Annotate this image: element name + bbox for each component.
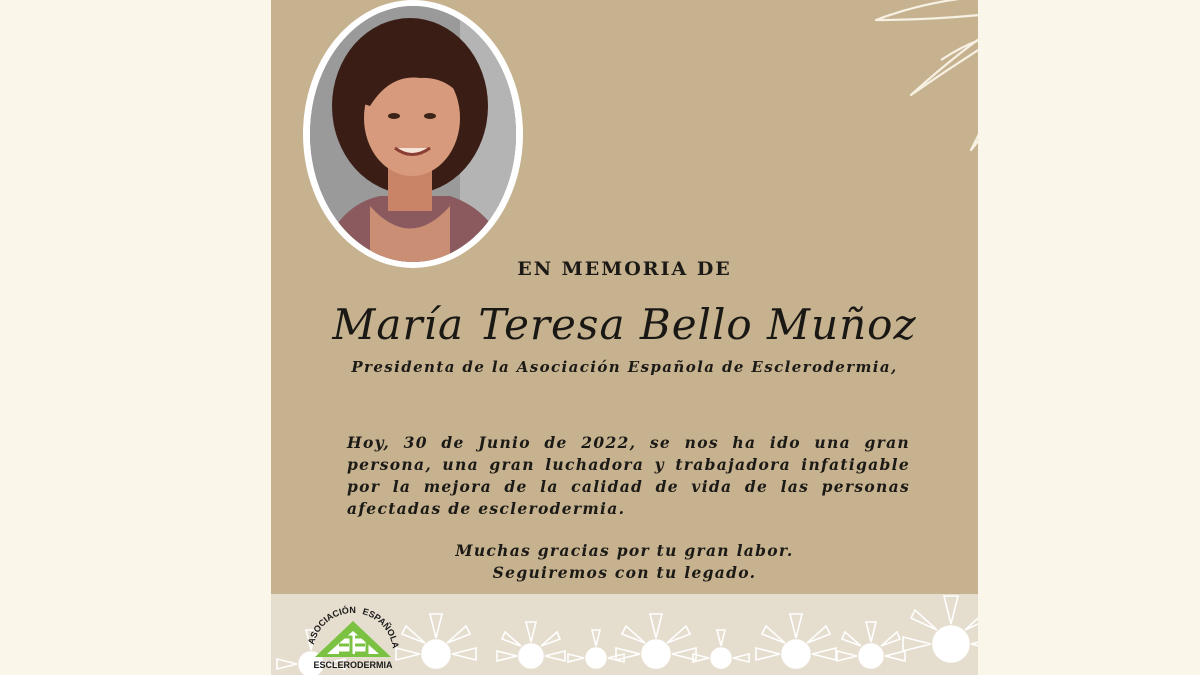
memorial-card xyxy=(271,0,978,675)
thanks-line-1: Muchas gracias por tu gran labor. xyxy=(455,541,794,560)
sunflower-illustration-top xyxy=(871,0,978,240)
memorial-heading: EN MEMORIA DE xyxy=(517,258,732,280)
logo-arc-text-left: ASOCIACIÓN xyxy=(305,605,356,646)
association-logo xyxy=(293,605,413,671)
deceased-role: Presidenta de la Asociación Española de Esclerodermia, xyxy=(351,358,898,376)
portrait-photo xyxy=(310,6,516,262)
deceased-name: María Teresa Bello Muñoz xyxy=(332,300,917,349)
memorial-message: Hoy, 30 de Junio de 2022, se nos ha ido una gran persona, una gran luchadora y trabajadora infatigable por la mejora de la calidad de vida de las personas afectadas de esclerodermia. xyxy=(347,433,910,518)
logo-bottom-text: ESCLERODERMIA xyxy=(313,660,393,670)
thanks-message xyxy=(271,540,978,584)
thanks-line-2: Seguiremos con tu legado. xyxy=(492,563,757,582)
logo-arc-text-right: ESPAÑOLA xyxy=(361,606,401,650)
